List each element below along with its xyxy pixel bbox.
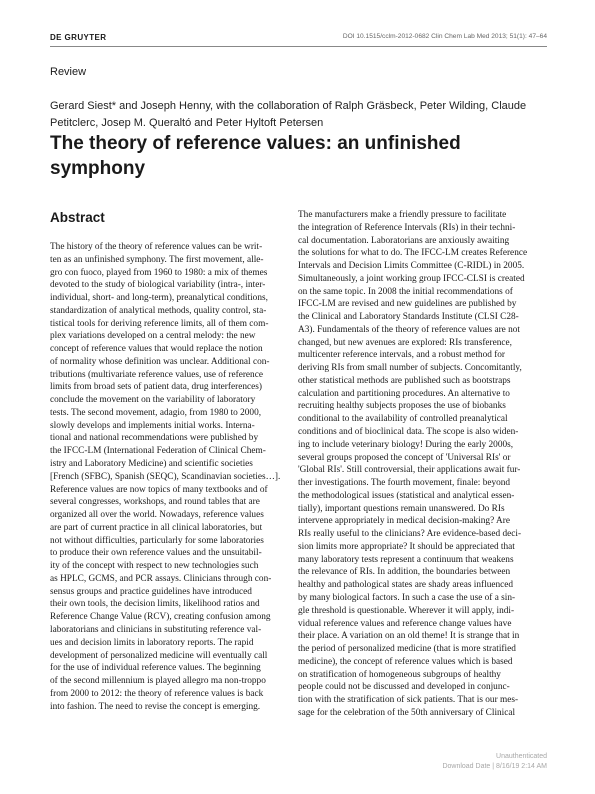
abstract-text-line: calculation and partitioning procedures. An alternative to <box>298 388 510 399</box>
abstract-text-line: The history of the theory of reference values can be writ- <box>50 242 263 252</box>
abstract-text-line: gro con fuoco, played from 1960 to 1980: a mix of themes <box>50 267 268 278</box>
abstract-text-line: into fashion. The need to revise the concept is emerging. <box>50 701 261 712</box>
abstract-text-line: IFCC-LM are revised and new guidelines are published by <box>298 299 517 310</box>
abstract-text-line: as HPLC, GCMS, and PCR assays. Clinicians through con- <box>50 573 272 584</box>
abstract-right-column <box>298 209 545 720</box>
abstract-text-line: organized all over the world. Nowadays, reference values <box>50 510 264 521</box>
abstract-text-line: The manufacturers make a friendly pressure to facilitate <box>298 210 507 220</box>
abstract-left-column <box>50 241 297 713</box>
abstract-text-line: cal documentation. Laboratorians are anxiously awaiting <box>298 235 510 246</box>
abstract-text-line: the Clinical and Laboratory Standards Institute (CLSI C28- <box>298 312 519 323</box>
abstract-text-line: their place. A variation on an old theme! It is strange that in <box>298 631 520 642</box>
abstract-text-line: are part of current practice in all clinical laboratories, but <box>50 522 263 533</box>
abstract-text-line: the solutions for what to do. The IFCC-LM creates Reference <box>298 248 528 259</box>
abstract-text-line: Intervals and Decision Limits Committee (C-RIDL) in 2005. <box>298 261 525 272</box>
section-label: Review <box>50 66 87 78</box>
abstract-text-line: deriving RIs from small number of subjects. Concomitantly, <box>298 363 522 374</box>
abstract-heading: Abstract <box>50 210 105 225</box>
doi-citation: DOI 10.1515/cclm-2012-0682 Clin Chem Lab Med 2013; 51(1): 47–64 <box>342 33 547 40</box>
abstract-text-line: medicine), the concept of reference values which is based <box>298 656 513 667</box>
abstract-text-line: istry and Laboratory Medicine) and scientific societies <box>50 459 253 470</box>
abstract-text-line: [French (SFBC), Spanish (SEQC), Scandinavian societies…]. <box>50 471 281 482</box>
abstract-text-line: by many biological factors. In such a case the use of a sin- <box>298 592 516 603</box>
header-rule <box>50 46 547 47</box>
publisher-logo: DE GRUYTER <box>50 33 107 42</box>
abstract-text-line: vidual reference values and reference change values have <box>298 618 512 629</box>
abstract-text-line: other statistical methods are published such as bootstraps <box>298 375 511 386</box>
abstract-text-line: sion limits more appropriate? It should be appreciated that <box>298 541 515 552</box>
abstract-text-line: healthy and pathological states are shady areas influenced <box>298 580 514 591</box>
abstract-text-line: changed, but new avenues are explored: RIs transference, <box>298 337 512 348</box>
abstract-text-line: devoted to the study of biological variability (intra-, inter- <box>50 280 266 291</box>
abstract-text-line: ues and decision limits in laboratory reports. The rapid <box>50 637 254 648</box>
watermark-download-date: Download Date | 8/16/19 2:14 AM <box>442 763 547 770</box>
abstract-text-line: tially), important questions remain unanswered. Do RIs <box>298 503 505 514</box>
abstract-text-line: of the second millennium is played allegro ma non-troppo <box>50 676 266 687</box>
abstract-text-line: ing to include veterinary biology! During the early 2000s, <box>298 439 514 450</box>
author-list: Gerard Siest* and Joseph Henny, with the collaboration of Ralph Gräsbeck, Peter Wilding, Claude Petitclerc, Josep M. Queraltó and Peter Hyltoft Petersen <box>50 100 527 129</box>
abstract-text-line: development of personalized medicine will eventually call <box>50 650 268 661</box>
abstract-text-line: slowly develops and implements initial works. Interna- <box>50 420 255 431</box>
abstract-text-line: several congresses, workshops, and round tables that are <box>50 497 260 508</box>
abstract-text-line: plex variations developed on a central melody: the new <box>50 331 256 342</box>
abstract-text-line: multicenter reference intervals, and a robust method for <box>298 350 506 361</box>
abstract-text-line: concept of reference values that would replace the notion <box>50 344 263 355</box>
abstract-text-line: not without difficulties, particularly for some laboratories <box>50 535 264 546</box>
abstract-text-line: the period of personalized medicine (that is more stratified <box>298 644 516 655</box>
abstract-text-line: limits from broad sets of patient data, drug interferences) <box>50 382 262 393</box>
abstract-text-line: tests. The second movement, adagio, from 1980 to 2000, <box>50 407 262 418</box>
abstract-text-line: tional and national recommendations were published by <box>50 433 259 444</box>
abstract-text-line: conclude the movement on the variability of laboratory <box>50 395 256 406</box>
abstract-text-line: gle threshold is questionable. Wherever it will apply, indi- <box>298 605 515 616</box>
abstract-text-line: several groups proposed the concept of 'Universal RIs' or <box>298 452 511 463</box>
abstract-text-line: their own tools, the decision limits, likelihood ratios and <box>50 599 260 610</box>
abstract-text-line: Reference values are now topics of many textbooks and of <box>50 484 268 495</box>
abstract-text-line: intervene appropriately in medical decision-making? Are <box>298 516 510 527</box>
abstract-text-line: from 2000 to 2012: the theory of reference values is back <box>50 688 264 699</box>
watermark-unauthenticated: Unauthenticated <box>496 753 547 760</box>
abstract-text-line: the relevance of RIs. In addition, the boundaries between <box>298 567 511 578</box>
abstract-text-line: conditional to the availability of controlled preanalytical <box>298 414 508 425</box>
article-title: The theory of reference values: an unfinished symphony <box>50 133 461 179</box>
abstract-text-line: tributions (multivariate reference values, use of reference <box>50 369 263 380</box>
abstract-text-line: the integration of Reference Intervals (RIs) in their techni- <box>298 222 516 233</box>
abstract-text-line: the IFCC-LM (International Federation of Clinical Chem- <box>50 446 266 457</box>
abstract-text-line: ten as an unfinished symphony. The first movement, alle- <box>50 254 264 265</box>
abstract-text-line: ity of the concept with respect to new technologies such <box>50 561 259 572</box>
abstract-text-line: A3). Fundamentals of the theory of reference values are not <box>298 324 521 335</box>
abstract-text-line: to produce their own reference values and the unsuitabil- <box>50 548 262 559</box>
abstract-text-line: on stratification of homogeneous subgroups of healthy <box>298 669 501 680</box>
abstract-text-line: Simultaneously, a joint working group IFCC-CLSI is created <box>298 273 525 284</box>
abstract-text-line: Reference Change Value (RCV), creating confusion among <box>50 612 271 623</box>
abstract-text-line: people could not be discussed and developed in conjunc- <box>298 682 510 693</box>
abstract-text-line: 'Global RIs'. Still controversial, their applications await fur- <box>298 465 521 476</box>
abstract-text-line: recruiting healthy subjects proposes the use of biobanks <box>298 401 506 412</box>
abstract-text-line: conditions and of bioclinical data. The scope is also widen- <box>298 427 519 438</box>
abstract-text-line: many laboratory tests represent a continuum that weakens <box>298 554 514 565</box>
abstract-text-line: ther investigations. The fourth movement, finale: beyond <box>298 478 511 489</box>
abstract-text-line: tistical tools for deriving reference limits, all of them com- <box>50 318 269 329</box>
abstract-text-line: RIs really useful to the clinicians? Are evidence-based deci- <box>298 529 522 540</box>
abstract-text-line: standardization of analytical methods, quality control, sta- <box>50 305 267 316</box>
abstract-text-line: on the same topic. In 2008 the initial recommendations of <box>298 286 513 297</box>
abstract-text-line: the methodological issues (statistical and analytical essen- <box>298 490 515 501</box>
abstract-text-line: sage for the celebration of the 50th anniversary of Clinical <box>298 707 516 718</box>
abstract-text-line: of normality whose definition was unclear. Additional con- <box>50 356 270 367</box>
abstract-text-line: sensus groups and practice guidelines have introduced <box>50 586 252 597</box>
abstract-text-line: for the use of individual reference values. The beginning <box>50 663 261 674</box>
abstract-text-line: individual, short- and long-term), preanalytical conditions, <box>50 293 268 304</box>
abstract-text-line: tion with the stratification of sick patients. That is our mes- <box>298 695 519 706</box>
abstract-text-line: laboratorians and clinicians in substituting reference val- <box>50 624 262 635</box>
